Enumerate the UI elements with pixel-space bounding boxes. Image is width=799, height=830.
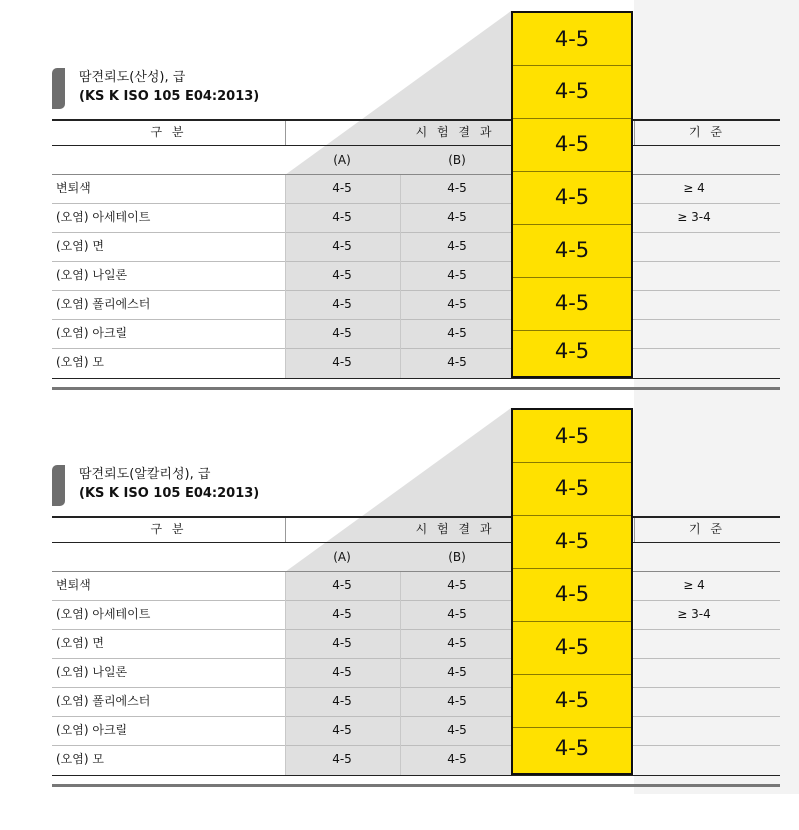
- subheader-b: (B): [448, 153, 466, 167]
- section-bottom-rule: [52, 784, 780, 787]
- row-label: (오염) 면: [56, 636, 104, 650]
- highlight-value: 4-5: [554, 476, 590, 500]
- highlight-value: 4-5: [554, 291, 590, 315]
- header-category: 구 분: [150, 522, 187, 536]
- title-main: 땀견뢰도(산성), 급: [79, 70, 186, 85]
- value-b: 4-5: [447, 355, 467, 369]
- highlight-value: 4-5: [554, 736, 590, 760]
- highlight-value: 4-5: [554, 339, 590, 363]
- value-b: 4-5: [447, 694, 467, 708]
- highlight-value: 4-5: [554, 185, 590, 209]
- row-label: (오염) 모: [56, 355, 104, 369]
- highlight-value: 4-5: [554, 582, 590, 606]
- row-label: 변퇴색: [56, 181, 91, 195]
- value-a: 4-5: [332, 723, 352, 737]
- highlight-column: [511, 408, 633, 775]
- row-label: (오염) 아크릴: [56, 723, 128, 737]
- row-label: (오염) 아세테이트: [56, 210, 151, 224]
- tab-marker-icon: [52, 465, 65, 506]
- header-divider: [285, 518, 286, 542]
- subheader-a: (A): [333, 550, 351, 564]
- row-label: (오염) 폴리에스터: [56, 694, 151, 708]
- value-a: 4-5: [332, 297, 352, 311]
- row-label: 변퇴색: [56, 578, 91, 592]
- value-b: 4-5: [447, 636, 467, 650]
- row-label: (오염) 아크릴: [56, 326, 128, 340]
- value-a: 4-5: [332, 210, 352, 224]
- row-label: (오염) 면: [56, 239, 104, 253]
- value-b: 4-5: [447, 665, 467, 679]
- title-main: 땀견뢰도(알칼리성), 급: [79, 467, 211, 482]
- highlight-value: 4-5: [554, 238, 590, 262]
- row-label: (오염) 나일론: [56, 268, 128, 282]
- header-criteria: 기 준: [689, 125, 725, 139]
- criteria-value: ≥ 4: [683, 578, 705, 592]
- value-a: 4-5: [332, 326, 352, 340]
- value-a: 4-5: [332, 607, 352, 621]
- header-criteria: 기 준: [689, 522, 725, 536]
- row-label: (오염) 나일론: [56, 665, 128, 679]
- table-bottom-border: [52, 775, 780, 776]
- value-b: 4-5: [447, 326, 467, 340]
- value-a: 4-5: [332, 752, 352, 766]
- row-label: (오염) 아세테이트: [56, 607, 151, 621]
- highlight-value: 4-5: [554, 424, 590, 448]
- value-b: 4-5: [447, 210, 467, 224]
- header-category: 구 분: [150, 125, 187, 139]
- value-b: 4-5: [447, 239, 467, 253]
- row-label: (오염) 폴리에스터: [56, 297, 151, 311]
- value-a: 4-5: [332, 694, 352, 708]
- section-acid: [0, 0, 799, 397]
- section-title: [52, 68, 259, 109]
- header-result: 시 험 결 과: [415, 125, 495, 139]
- value-a: 4-5: [332, 355, 352, 369]
- highlight-value: 4-5: [554, 132, 590, 156]
- criteria-value: ≥ 3-4: [677, 607, 711, 621]
- criteria-value: ≥ 3-4: [677, 210, 711, 224]
- value-b: 4-5: [447, 297, 467, 311]
- value-b: 4-5: [447, 607, 467, 621]
- section-alkaline: [0, 397, 799, 794]
- criteria-value: ≥ 4: [683, 181, 705, 195]
- header-result: 시 험 결 과: [415, 522, 495, 536]
- header-divider: [285, 121, 286, 145]
- title-standard: (KS K ISO 105 E04:2013): [79, 89, 260, 104]
- highlight-value: 4-5: [554, 688, 590, 712]
- value-b: 4-5: [447, 723, 467, 737]
- tab-marker-icon: [52, 68, 65, 109]
- section-bottom-rule: [52, 387, 780, 390]
- value-b: 4-5: [447, 752, 467, 766]
- value-b: 4-5: [447, 181, 467, 195]
- row-label: (오염) 모: [56, 752, 104, 766]
- value-b: 4-5: [447, 578, 467, 592]
- value-a: 4-5: [332, 665, 352, 679]
- value-b: 4-5: [447, 268, 467, 282]
- highlight-value: 4-5: [554, 79, 590, 103]
- section-title: [52, 465, 259, 506]
- subheader-b: (B): [448, 550, 466, 564]
- value-a: 4-5: [332, 239, 352, 253]
- highlight-value: 4-5: [554, 27, 590, 51]
- value-a: 4-5: [332, 268, 352, 282]
- highlight-column: [511, 11, 633, 378]
- table-bottom-border: [52, 378, 780, 379]
- title-standard: (KS K ISO 105 E04:2013): [79, 486, 260, 501]
- value-a: 4-5: [332, 636, 352, 650]
- highlight-value: 4-5: [554, 635, 590, 659]
- value-a: 4-5: [332, 181, 352, 195]
- value-a: 4-5: [332, 578, 352, 592]
- subheader-a: (A): [333, 153, 351, 167]
- highlight-value: 4-5: [554, 529, 590, 553]
